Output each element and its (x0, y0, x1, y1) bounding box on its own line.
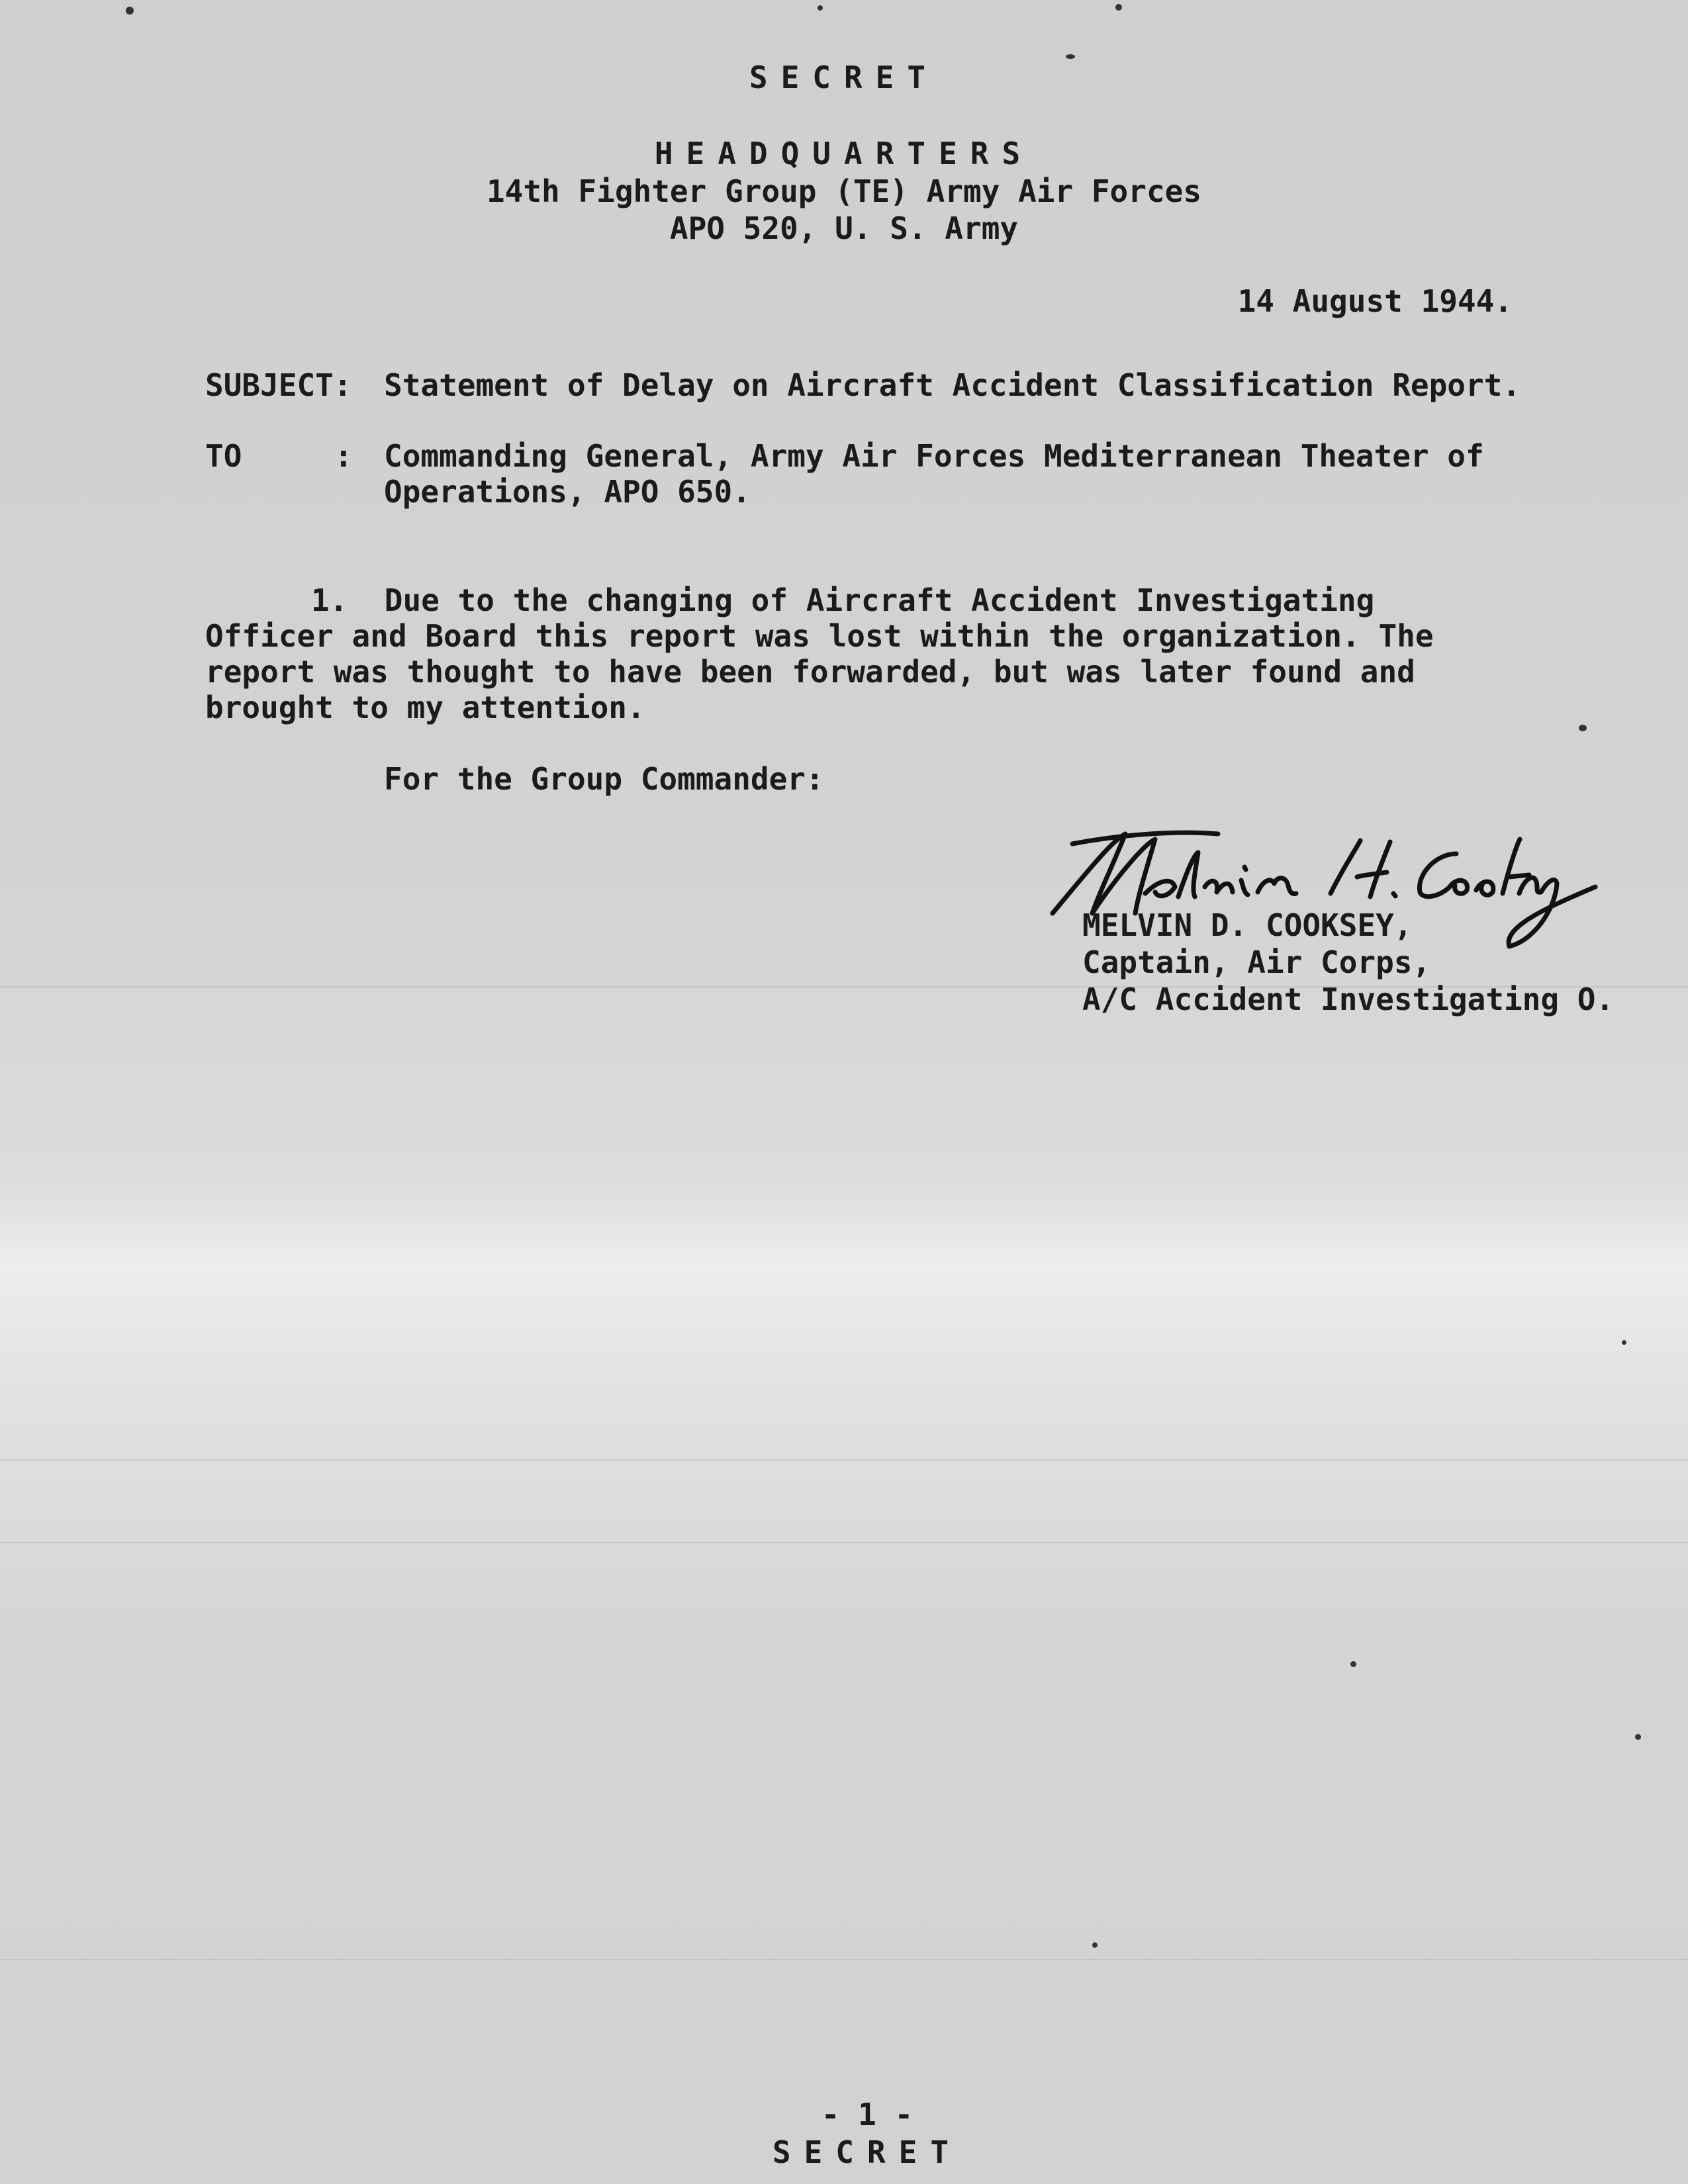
to-label: TO (205, 438, 242, 474)
scan-speck (126, 7, 134, 15)
paper-line (0, 1459, 1688, 1461)
paper-line (0, 1542, 1688, 1543)
scan-speck (1635, 1734, 1641, 1740)
signer-name: MELVIN D. COOKSEY, (1082, 907, 1413, 943)
subject-text: Statement of Delay on Aircraft Accident Classification Report. (384, 367, 1521, 403)
signer-rank: Captain, Air Corps, (1082, 944, 1431, 980)
scan-speck (1092, 1942, 1098, 1948)
paragraph-text: Due to the changing of Aircraft Accident Investigating Officer and Board this report was lost within the organization. The report was thought to have been forwarded, but was later found and brought to my attention. (205, 582, 1434, 725)
document-date: 14 August 1944. (1237, 283, 1513, 319)
subject-label: SUBJECT: (205, 367, 352, 403)
to-line-1: Commanding General, Army Air Forces Mediterranean Theater of (384, 438, 1484, 474)
header-apo: APO 520, U. S. Army (669, 210, 1019, 246)
closing-line: For the Group Commander: (384, 761, 824, 797)
classification-bottom: SECRET (772, 2134, 962, 2170)
scan-speck (818, 5, 823, 11)
header-title: HEADQUARTERS (654, 136, 1034, 171)
scan-speck (1115, 4, 1122, 11)
to-line-2: Operations, APO 650. (384, 474, 751, 510)
scan-speck (1622, 1340, 1626, 1345)
classification-top: SECRET (749, 60, 939, 95)
to-colon: : (334, 438, 353, 474)
header-unit: 14th Fighter Group (TE) Army Air Forces (486, 173, 1202, 209)
page-number: - 1 - (821, 2097, 914, 2132)
scan-speck (1579, 725, 1587, 731)
paragraph-number: 1. (311, 582, 348, 618)
paper-line (0, 1959, 1688, 1960)
scan-speck (1066, 54, 1075, 59)
body-paragraph (205, 582, 1516, 725)
signer-title: A/C Accident Investigating O. (1082, 981, 1615, 1017)
scan-speck (1350, 1661, 1356, 1667)
